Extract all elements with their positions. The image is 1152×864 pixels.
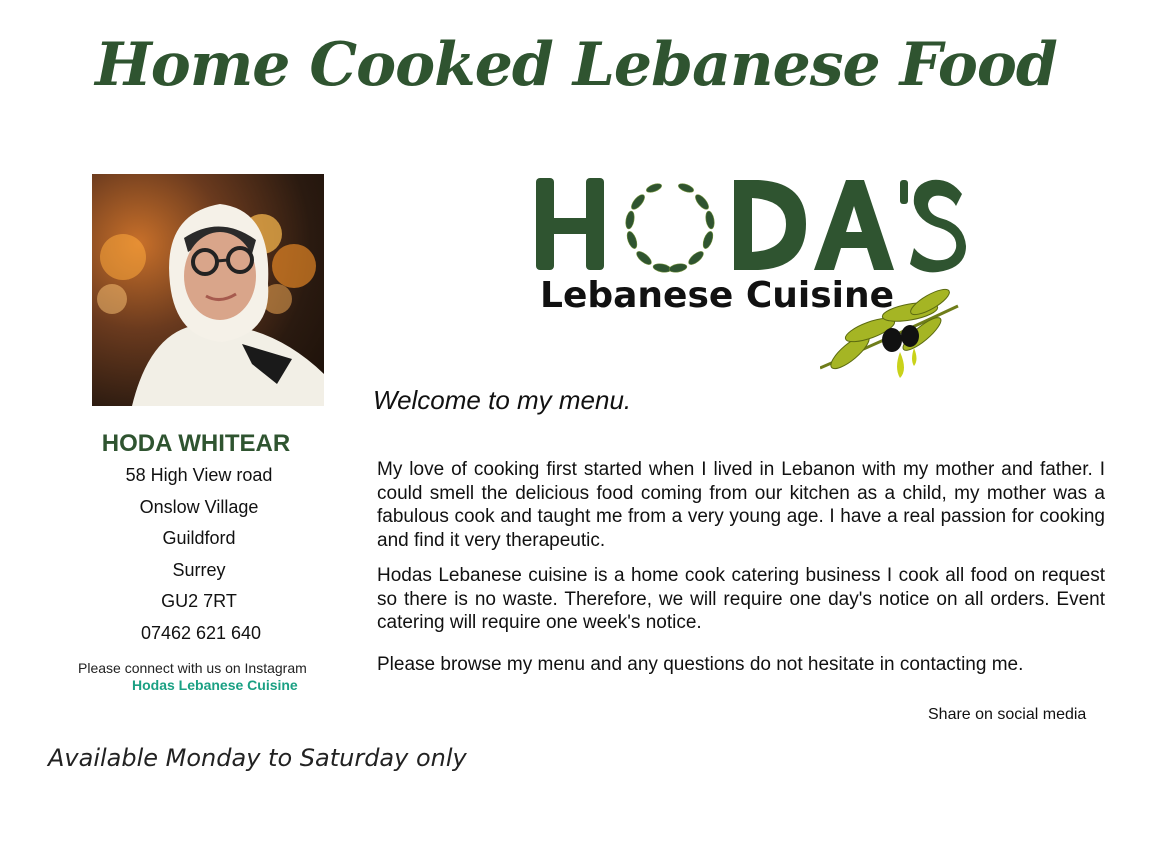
page-title: Home Cooked Lebanese Food	[95, 30, 1057, 100]
instagram-prompt: Please connect with us on Instagram	[78, 660, 307, 676]
brand-logo	[530, 168, 970, 383]
intro-paragraph: My love of cooking first started when I lived in Lebanon with my mother and father. I could smell the delicious food coming from our kitchen as a child, my mother was a fabulous cook and taught me from a very young age. I have a real passion for cooking and find it very therapeutic.	[377, 459, 1105, 551]
welcome-heading: Welcome to my menu.	[373, 385, 632, 415]
business-paragraph: Hodas Lebanese cuisine is a home cook catering business I cook all food on request so there is no waste. Therefore, we will require one day's notice on all orders. Event catering will require one week's notice.	[377, 565, 1105, 633]
phone-number[interactable]: 07462 621 640	[140, 623, 262, 643]
olive-wreath-icon	[618, 174, 722, 278]
address-line: Onslow Village	[139, 497, 259, 517]
share-social-link[interactable]: Share on social media	[928, 706, 1087, 723]
availability-note: Available Monday to Saturday only	[48, 744, 467, 772]
logo-subtitle: Lebanese Cuisine	[540, 275, 895, 316]
address-line: Guildford	[162, 528, 236, 548]
instagram-link[interactable]: Hodas Lebanese Cuisine	[132, 677, 298, 693]
person-name: HODA WHITEAR	[101, 430, 291, 457]
address-line: 58 High View road	[125, 465, 273, 485]
olive-branch-icon	[820, 278, 960, 388]
contact-paragraph: Please browse my menu and any questions do not hesitate in contacting me.	[377, 654, 1024, 675]
profile-photo	[92, 174, 324, 406]
logo-word-art	[530, 168, 970, 280]
address-line: Surrey	[172, 560, 226, 580]
address-line: GU2 7RT	[161, 591, 237, 611]
